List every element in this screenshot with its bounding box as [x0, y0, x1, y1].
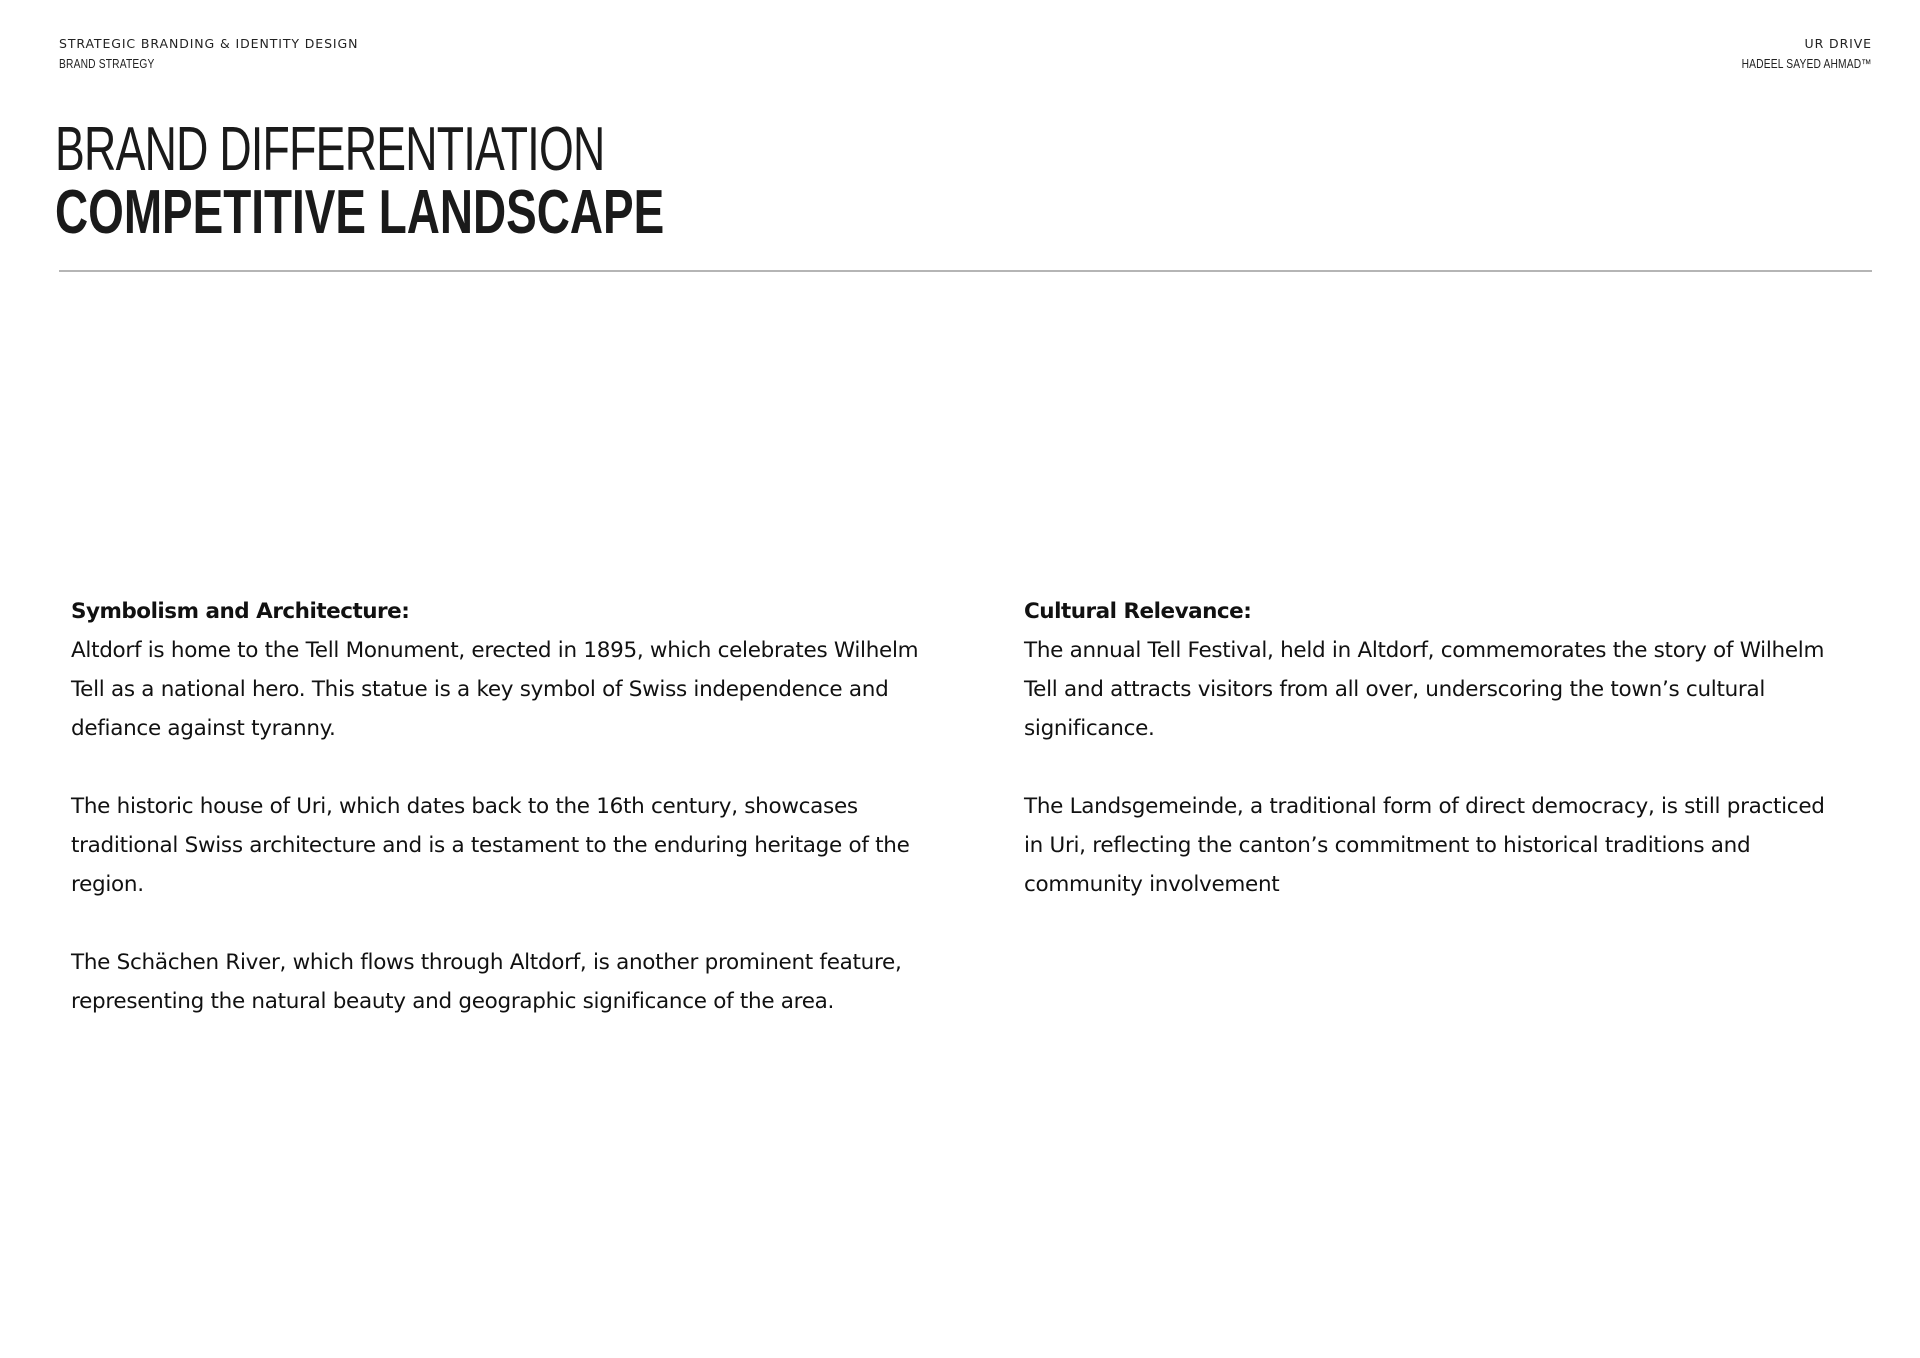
document-category: STRATEGIC BRANDING & IDENTITY DESIGN — [59, 36, 359, 51]
right-column — [1024, 592, 1844, 943]
page-title — [55, 115, 878, 247]
left-column — [71, 592, 951, 1060]
page-title-line1: BRAND DIFFERENTIATION — [55, 115, 605, 184]
section-name: BRAND STRATEGY — [59, 57, 155, 71]
left-column-paragraph: Altdorf is home to the Tell Monument, erected in 1895, which celebrates Wilhelm Tell as a national hero. This statue is a key symbol of Swiss independence and defiance against tyranny. — [71, 638, 919, 741]
header-right — [1713, 36, 1872, 73]
right-column-paragraph: The annual Tell Festival, held in Altdorf, commemorates the story of Wilhelm Tell and attracts visitors from all over, underscoring the town’s cultural significance. — [1024, 638, 1825, 741]
right-column-heading: Cultural Relevance: — [1024, 599, 1252, 624]
title-divider — [59, 270, 1872, 272]
left-column-paragraph: The Schächen River, which flows through Altdorf, is another prominent feature, representing the natural beauty and geographic significance of the area. — [71, 950, 902, 1014]
project-name: UR DRIVE — [1804, 36, 1872, 51]
left-column-heading: Symbolism and Architecture: — [71, 599, 410, 624]
author-name: HADEEL SAYED AHMAD™ — [1741, 57, 1872, 71]
page-title-line2: COMPETITIVE LANDSCAPE — [55, 178, 665, 247]
left-column-paragraph: The historic house of Uri, which dates back to the 16th century, showcases traditional Swiss architecture and is a testament to the enduring heritage of the region. — [71, 794, 910, 897]
header-left — [59, 36, 358, 73]
right-column-paragraph: The Landsgemeinde, a traditional form of direct democracy, is still practiced in Uri, reflecting the canton’s commitment to historical traditions and community involvement — [1024, 794, 1825, 897]
